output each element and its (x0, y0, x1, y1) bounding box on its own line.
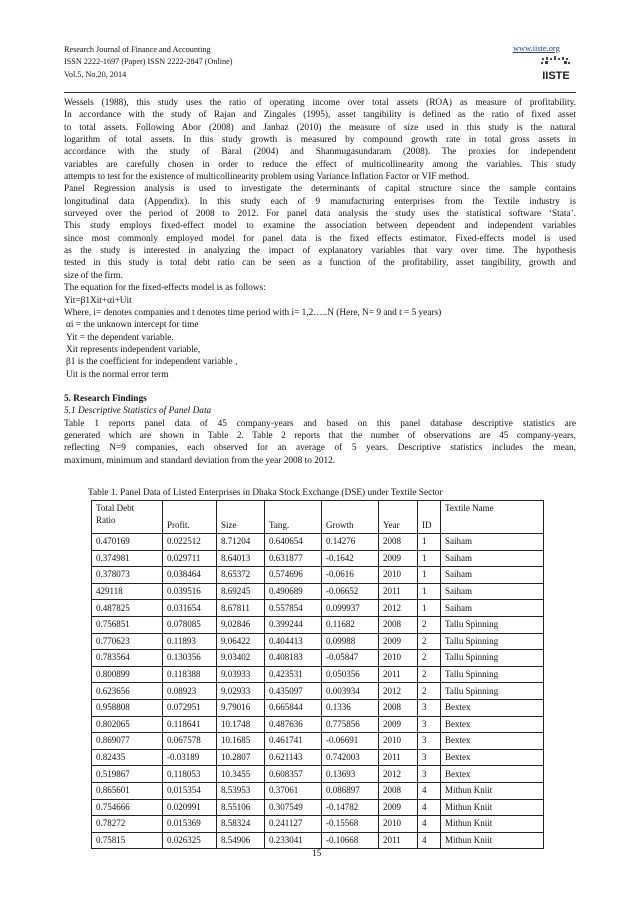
definition-line: β1 is the coefficient for independent variable , (66, 357, 238, 368)
table-cell: 0.754666 (92, 799, 163, 816)
table-row (92, 766, 544, 783)
table-cell: Bextex (441, 766, 544, 783)
table-caption: Table 1. Panel Data of Listed Enterprises in Dhaka Stock Exchange (DSE) under Textile Sector (88, 488, 443, 498)
table-cell: 2 (418, 650, 441, 667)
table-row (92, 832, 544, 849)
table-cell: 8.55106 (217, 799, 265, 816)
table-row (92, 666, 544, 683)
table-cell: 2008 (379, 699, 418, 716)
table-cell: Tallu Spinning (441, 616, 544, 633)
definition-line: Xit represents independent variable, (66, 344, 201, 355)
table-header-cell: Growth (322, 501, 379, 534)
table-header-cell: Profit. (163, 501, 217, 534)
table-header-cell: Tang. (265, 501, 322, 534)
table-row (92, 534, 544, 551)
body-line: accordance with the study of Baral (2004) and Shanmugasundaram (2008). The proxies for independent (64, 147, 576, 158)
journal-header (64, 44, 233, 81)
table-row (92, 567, 544, 584)
table-cell: 3 (418, 749, 441, 766)
table-cell: 0.050356 (322, 666, 379, 683)
table-cell: -0.03189 (163, 749, 217, 766)
table-cell: Mithun Kniit (441, 832, 544, 849)
table-cell: -0.10668 (322, 832, 379, 849)
table-cell: 0.37061 (265, 782, 322, 799)
body-line: Wessels (1988), this study uses the ratio of operating income over total assets (ROA) as measure of profitability. (64, 98, 576, 108)
table-cell: 1 (418, 583, 441, 600)
table-row (92, 583, 544, 600)
table-cell: 0.423531 (265, 666, 322, 683)
table-cell: 0.130356 (163, 650, 217, 667)
body-line: In accordance with the study of Rajan and Zingales (1995), asset tangibility is defined as the ratio of fixed asset (64, 110, 576, 121)
table-cell: 0.557854 (265, 600, 322, 617)
table-header-cell: Size (217, 501, 265, 534)
table-cell: Tallu Spinning (441, 633, 544, 650)
table-row (92, 616, 544, 633)
table-header-cell: ID (418, 501, 441, 534)
table-row (92, 633, 544, 650)
table-cell: 0.020991 (163, 799, 217, 816)
table-cell: Saiham (441, 534, 544, 551)
table-cell: 1 (418, 534, 441, 551)
table-cell: 0.026325 (163, 832, 217, 849)
table-cell: 0.067578 (163, 733, 217, 750)
table-cell: 8.64013 (217, 550, 265, 567)
table-cell: Mithun Kniit (441, 799, 544, 816)
table-cell: 2008 (379, 534, 418, 551)
table-cell: 0.490689 (265, 583, 322, 600)
table-cell: 0.118641 (163, 716, 217, 733)
table-cell: 2 (418, 633, 441, 650)
table-cell: Tallu Spinning (441, 650, 544, 667)
table-cell: 0.775856 (322, 716, 379, 733)
table-cell: Mithun Kniit (441, 816, 544, 833)
table-cell: 1 (418, 567, 441, 584)
table-cell: 9.06422 (217, 633, 265, 650)
table-cell: 4 (418, 832, 441, 849)
table-cell: 0.621143 (265, 749, 322, 766)
table-cell: 0.003934 (322, 683, 379, 700)
body-line: as the study is interested in analyzing the impact of explanatory variables that vary over time. The hypothesis (64, 246, 576, 257)
table-cell: Tallu Spinning (441, 683, 544, 700)
table-header-cell: Year (379, 501, 418, 534)
table-cell: 0.800899 (92, 666, 163, 683)
table-header-cell: Textile Name (441, 501, 544, 534)
table-cell: 0.82435 (92, 749, 163, 766)
body-line: maximum, minimum and standard deviation from the year 2008 to 2012. (64, 455, 336, 466)
table-cell: -0.05847 (322, 650, 379, 667)
body-line: logarithm of total assets. In this study growth is measured by compound growth rate in total gross assets in (64, 135, 576, 146)
journal-volume: Vol.5, No.20, 2014 (64, 69, 127, 79)
table-header-row (92, 501, 544, 534)
table-cell: -0.15568 (322, 816, 379, 833)
table-cell: 3 (418, 699, 441, 716)
table-cell: 8.67811 (217, 600, 265, 617)
table-cell: Saiham (441, 567, 544, 584)
table-row (92, 699, 544, 716)
body-line: surveyed over the period of 2008 to 2012. For panel data analysis the study uses the statistical software ‘Stata’. (64, 209, 576, 220)
table-cell: 10.3455 (217, 766, 265, 783)
table-cell: Bextex (441, 699, 544, 716)
table-cell: 2011 (379, 749, 418, 766)
table-cell: 0.78272 (92, 816, 163, 833)
table-cell: 4 (418, 799, 441, 816)
table-cell: 0.869077 (92, 733, 163, 750)
logo-text: IISTE (542, 70, 570, 82)
table-cell: 0.072951 (163, 699, 217, 716)
body-line: reflecting N=9 companies, each observed for an average of 5 years. Descriptive statistics includes the mean, (64, 443, 576, 454)
table-cell: 0.408183 (265, 650, 322, 667)
table-cell: 0.487825 (92, 600, 163, 617)
table-cell: 0.640654 (265, 534, 322, 551)
table-cell: 0.031654 (163, 600, 217, 617)
table-cell: 0.086897 (322, 782, 379, 799)
body-line: size of the firm. (64, 270, 123, 281)
table-cell: 0.378073 (92, 567, 163, 584)
table-cell: 0.118388 (163, 666, 217, 683)
body-line: longitudinal data (Appendix). In this study each of 9 manufacturing enterprises from the Textile industry is (64, 196, 576, 207)
table-cell: 8.65372 (217, 567, 265, 584)
table-cell: 2009 (379, 550, 418, 567)
table-row (92, 716, 544, 733)
table-cell: 0.11682 (322, 616, 379, 633)
table-cell: 0.14276 (322, 534, 379, 551)
table-cell: 2009 (379, 633, 418, 650)
table-cell: 4 (418, 816, 441, 833)
table-cell: 9.79016 (217, 699, 265, 716)
table-row (92, 733, 544, 750)
table-cell: 2011 (379, 666, 418, 683)
table-row (92, 782, 544, 799)
table-cell: Bextex (441, 733, 544, 750)
table-cell: 9.03933 (217, 666, 265, 683)
table-cell: 0.233041 (265, 832, 322, 849)
table-cell: 2010 (379, 567, 418, 584)
table-cell: 0.09988 (322, 633, 379, 650)
journal-title: Research Journal of Finance and Accounting (64, 45, 211, 54)
body-line: to total assets. Following Abor (2008) and Janbaz (2010) the measure of size used in this study is the natural (64, 122, 576, 133)
table-row (92, 799, 544, 816)
table-cell: Bextex (441, 749, 544, 766)
body-line: variables are carefully chosen in order to reduce the effect of multicollinearity among the variables. This study (64, 159, 576, 170)
table-cell: -0.0616 (322, 567, 379, 584)
table-cell: 0.487636 (265, 716, 322, 733)
table-cell: 8.58324 (217, 816, 265, 833)
table-cell: 0.461741 (265, 733, 322, 750)
table-cell: 3 (418, 766, 441, 783)
table-cell: 8.71204 (217, 534, 265, 551)
table-cell: 2012 (379, 766, 418, 783)
table-row (92, 550, 544, 567)
table-cell: Bextex (441, 716, 544, 733)
table-cell: 0.015369 (163, 816, 217, 833)
table-cell: 3 (418, 733, 441, 750)
table-cell: 0.029711 (163, 550, 217, 567)
section-heading: 5. Research Findings (64, 393, 147, 404)
table-cell: 2012 (379, 600, 418, 617)
table-cell: 2011 (379, 583, 418, 600)
table-cell: 8.53953 (217, 782, 265, 799)
table-cell: 2 (418, 666, 441, 683)
journal-website-link[interactable]: www.iiste.org (513, 44, 560, 53)
table-cell: 0.865601 (92, 782, 163, 799)
equation: Yit=β1Xit+αi+Uit (64, 295, 132, 306)
table-cell: 0.374981 (92, 550, 163, 567)
table-cell: Tallu Spinning (441, 666, 544, 683)
equation-intro: The equation for the fixed-effects model is as follows: (64, 283, 266, 294)
table-cell: 0.022512 (163, 534, 217, 551)
table-cell: 0.608357 (265, 766, 322, 783)
article-body (64, 97, 576, 467)
table-row (92, 816, 544, 833)
table-row (92, 600, 544, 617)
table-cell: -0.06652 (322, 583, 379, 600)
table-cell: Saiham (441, 600, 544, 617)
table-cell: 3 (418, 716, 441, 733)
table-cell: 0.241127 (265, 816, 322, 833)
table-header-cell: Total Debt Ratio (92, 501, 163, 534)
definition-line: Yit = the dependent variable. (66, 332, 174, 343)
table-cell: -0.14782 (322, 799, 379, 816)
table-cell: 0.038464 (163, 567, 217, 584)
table-cell: 0.519867 (92, 766, 163, 783)
table-cell: 0.756851 (92, 616, 163, 633)
table-cell: Saiham (441, 583, 544, 600)
table-cell: 10.1685 (217, 733, 265, 750)
definition-line: αi = the unknown intercept for time (66, 320, 199, 331)
table-cell: 0.623656 (92, 683, 163, 700)
table-cell: 0.13693 (322, 766, 379, 783)
table-cell: 0.574696 (265, 567, 322, 584)
table-cell: 2012 (379, 683, 418, 700)
table-cell: 0.1336 (322, 699, 379, 716)
body-line: attempts to test for the existence of multicollinearity problem using Variance Inflation Factor or VIF method. (64, 172, 470, 183)
table-cell: 8.69245 (217, 583, 265, 600)
table-cell: 2 (418, 683, 441, 700)
table-cell: 429118 (92, 583, 163, 600)
table-cell: 10.2807 (217, 749, 265, 766)
table-cell: 4 (418, 782, 441, 799)
table-cell: 2009 (379, 799, 418, 816)
body-line: tested in this study is total debt ratio can be seen as a function of the profitability, asset tangibility, growth and (64, 258, 576, 269)
table-cell: 0.099937 (322, 600, 379, 617)
panel-data-table (91, 500, 544, 849)
table-cell: 0.11893 (163, 633, 217, 650)
body-line: Table 1 reports panel data of 45 company-years and based on this panel database descriptive statistics are (64, 418, 576, 429)
table-cell: 2010 (379, 650, 418, 667)
table-cell: 9.02846 (217, 616, 265, 633)
body-line: since most commonly employed model for panel data is the fixed effects estimator. Fixed-effects model is used (64, 233, 576, 244)
table-cell: 0.631877 (265, 550, 322, 567)
table-cell: 1 (418, 550, 441, 567)
table-cell: 0.958808 (92, 699, 163, 716)
table-cell: 1 (418, 600, 441, 617)
table-cell: 0.015354 (163, 782, 217, 799)
equation-where: Where, i= denotes companies and t denotes time period with i= 1,2…..N (Here, N= 9 and t = 5 years) (64, 307, 442, 318)
table-cell: 2010 (379, 816, 418, 833)
body-line: Panel Regression analysis is used to investigate the determinants of capital structure since the sample contains (64, 184, 576, 195)
table-cell: Mithun Kniit (441, 782, 544, 799)
body-line: generated which are shown in Table 2. Table 2 reports that the number of observations are 45 company-years, (64, 430, 576, 441)
table-row (92, 683, 544, 700)
table-cell: 9.03402 (217, 650, 265, 667)
table-row (92, 650, 544, 667)
journal-issn: ISSN 2222-1697 (Paper) ISSN 2222-2847 (Online) (64, 57, 233, 67)
table-cell: 0.118053 (163, 766, 217, 783)
table-cell: 8.54906 (217, 832, 265, 849)
page-number: 15 (312, 849, 322, 859)
table-cell: -0.06691 (322, 733, 379, 750)
table-cell: 0.435097 (265, 683, 322, 700)
table-cell: Saiham (441, 550, 544, 567)
body-line: This study employs fixed-effect model to examine the association between dependent and independent variables (64, 221, 576, 232)
header-rule (64, 92, 576, 93)
table-cell: 0.404413 (265, 633, 322, 650)
table-cell: 0.039516 (163, 583, 217, 600)
table-cell: 2011 (379, 832, 418, 849)
table-cell: 0.75815 (92, 832, 163, 849)
table-cell: 0.078085 (163, 616, 217, 633)
table-cell: 2008 (379, 782, 418, 799)
table-cell: 0.470169 (92, 534, 163, 551)
table-cell: 0.802065 (92, 716, 163, 733)
table-cell: 2009 (379, 716, 418, 733)
table-cell: 0.08923 (163, 683, 217, 700)
table-cell: 9.02933 (217, 683, 265, 700)
table-cell: 0.399244 (265, 616, 322, 633)
table-cell: 2 (418, 616, 441, 633)
iiste-logo (538, 56, 574, 82)
table-cell: 10.1748 (217, 716, 265, 733)
subsection-heading: 5.1 Descriptive Statistics of Panel Data (64, 406, 212, 417)
table-row (92, 749, 544, 766)
table-cell: 0.783564 (92, 650, 163, 667)
table-cell: 0.665844 (265, 699, 322, 716)
definition-line: Uit is the normal error term (66, 369, 169, 380)
table-cell: 2008 (379, 616, 418, 633)
table-cell: 0.307549 (265, 799, 322, 816)
table-cell: 0.770623 (92, 633, 163, 650)
table-cell: -0.1642 (322, 550, 379, 567)
table-cell: 2010 (379, 733, 418, 750)
table-cell: 0.742003 (322, 749, 379, 766)
